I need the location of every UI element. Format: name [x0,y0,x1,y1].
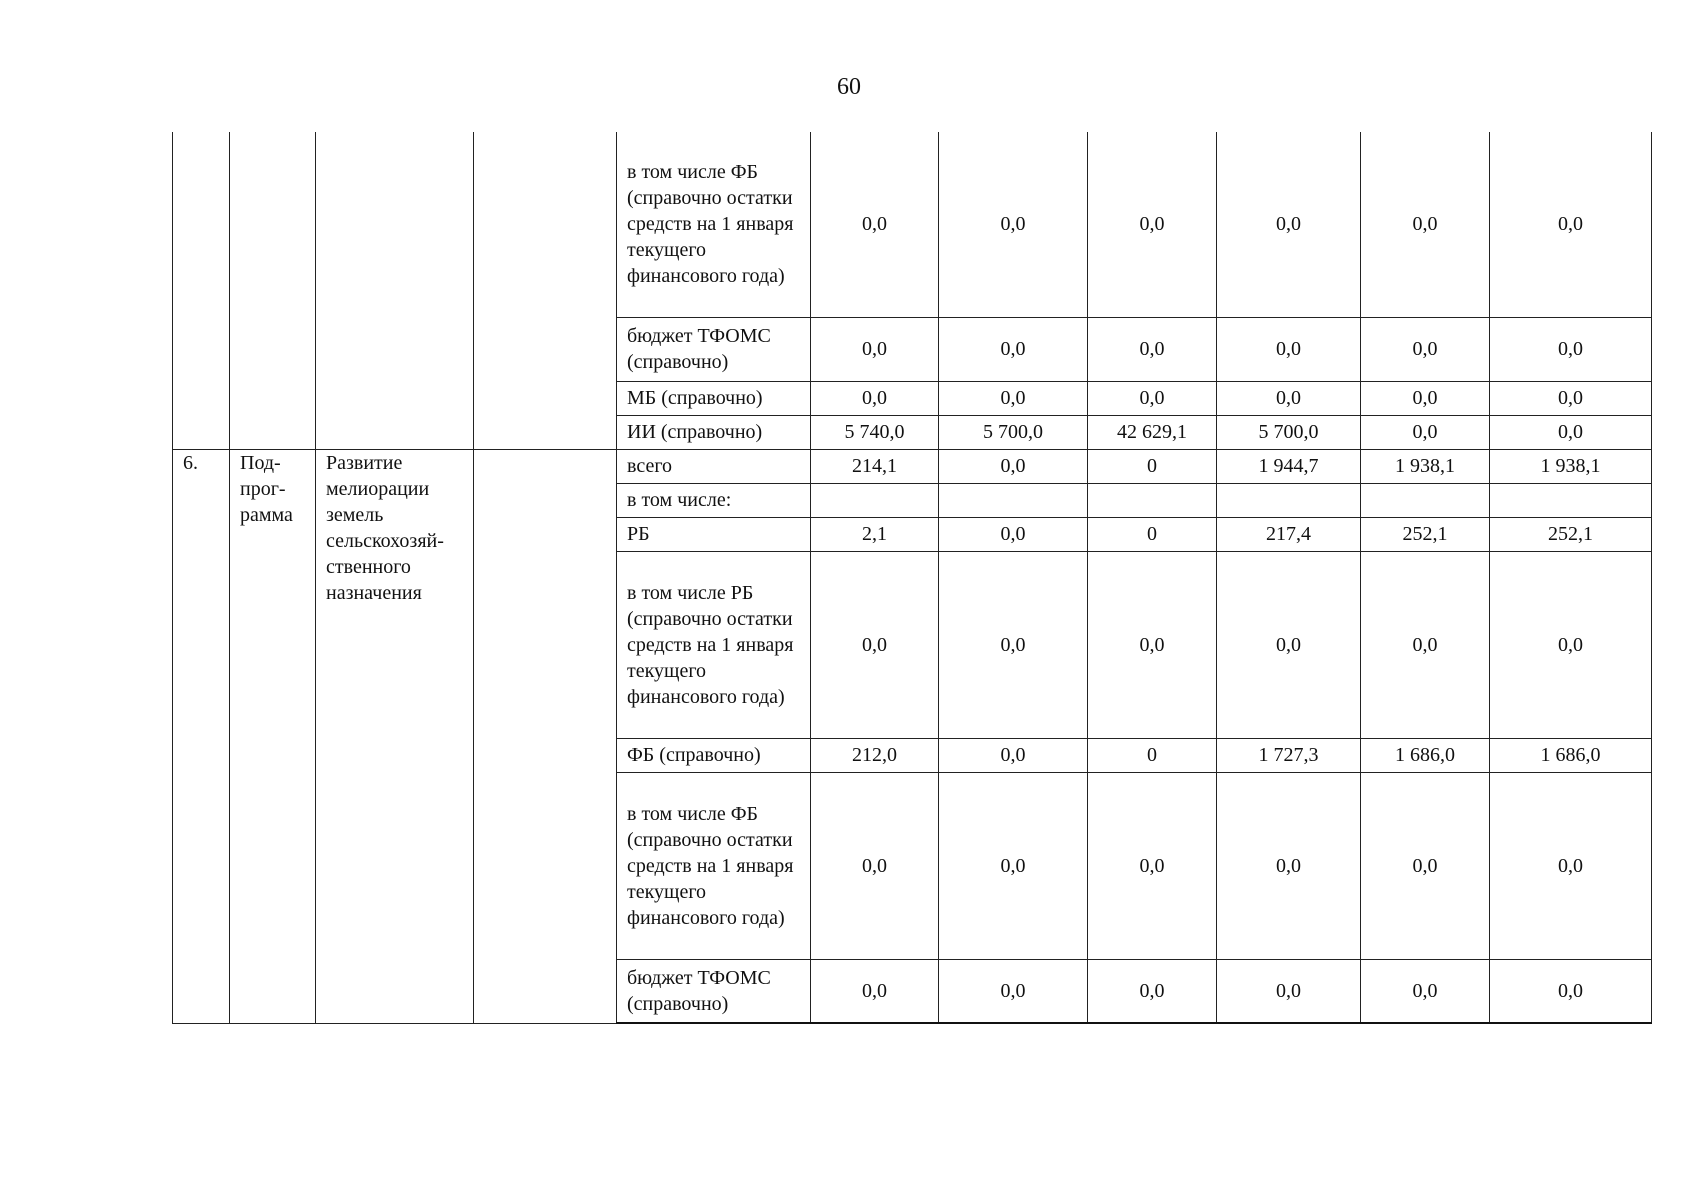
value-cell: 0,0 [939,449,1088,483]
value-cell: 0,0 [811,551,939,738]
value-cell: 0,0 [1217,132,1361,317]
value-cell: 252,1 [1361,517,1490,551]
value-cell: 0,0 [1490,132,1652,317]
source-cell: в том числе ФБ (справочно остатки средств на 1 января текущего финансового года) [617,772,811,959]
value-cell: 0,0 [1490,317,1652,381]
value-cell: 0,0 [811,381,939,415]
value-cell [1490,483,1652,517]
value-cell: 1 686,0 [1361,738,1490,772]
value-cell: 0,0 [1088,132,1217,317]
value-cell: 0,0 [939,381,1088,415]
value-cell: 0 [1088,738,1217,772]
value-cell: 214,1 [811,449,939,483]
value-cell: 0,0 [1217,317,1361,381]
value-cell: 0,0 [1088,317,1217,381]
value-cell: 0,0 [1361,132,1490,317]
value-cell: 0,0 [1217,381,1361,415]
value-cell: 0,0 [1490,415,1652,449]
prev-number-cell [173,132,230,449]
prev-kind-cell [230,132,316,449]
source-cell: МБ (справочно) [617,381,811,415]
prev-executor-cell [474,132,617,449]
table-row [173,449,1652,483]
value-cell: 0 [1088,449,1217,483]
value-cell: 0,0 [1490,381,1652,415]
section-name: Развитие мелиорации земель сельскохозяй-ственного назначения [316,449,474,1023]
source-cell: в том числе ФБ (справочно остатки средств на 1 января текущего финансового года) [617,132,811,317]
prev-name-cell [316,132,474,449]
page-number: 60 [837,74,861,100]
value-cell: 1 686,0 [1490,738,1652,772]
value-cell: 0,0 [1490,551,1652,738]
value-cell: 0,0 [1088,381,1217,415]
source-cell: бюджет ТФОМС (справочно) [617,959,811,1023]
value-cell: 0,0 [939,772,1088,959]
value-cell: 0,0 [1490,959,1652,1023]
value-cell: 0,0 [811,132,939,317]
source-cell: РБ [617,517,811,551]
value-cell: 0,0 [1088,551,1217,738]
section-kind: Под- прог- рамма [230,449,316,1023]
value-cell: 0,0 [939,551,1088,738]
value-cell: 212,0 [811,738,939,772]
source-cell: в том числе РБ (справочно остатки средств на 1 января текущего финансового года) [617,551,811,738]
source-cell: в том числе: [617,483,811,517]
value-cell: 1 727,3 [1217,738,1361,772]
value-cell: 42 629,1 [1088,415,1217,449]
value-cell: 0,0 [939,317,1088,381]
value-cell: 5 740,0 [811,415,939,449]
source-cell: ИИ (справочно) [617,415,811,449]
value-cell: 252,1 [1490,517,1652,551]
value-cell [1088,483,1217,517]
value-cell: 0,0 [1361,317,1490,381]
value-cell: 0,0 [939,738,1088,772]
value-cell: 0 [1088,517,1217,551]
value-cell: 0,0 [939,959,1088,1023]
value-cell: 0,0 [811,959,939,1023]
value-cell: 0,0 [939,517,1088,551]
value-cell [1217,483,1361,517]
value-cell: 0,0 [1088,772,1217,959]
value-cell: 0,0 [1217,772,1361,959]
value-cell: 0,0 [939,132,1088,317]
source-cell: всего [617,449,811,483]
value-cell: 5 700,0 [939,415,1088,449]
budget-table [172,132,1652,1024]
value-cell: 0,0 [1217,551,1361,738]
value-cell: 0,0 [1217,959,1361,1023]
value-cell: 0,0 [1361,772,1490,959]
section-number: 6. [173,449,230,1023]
value-cell: 0,0 [1088,959,1217,1023]
value-cell: 5 700,0 [1217,415,1361,449]
value-cell: 1 938,1 [1361,449,1490,483]
value-cell [1361,483,1490,517]
source-cell: бюджет ТФОМС (справочно) [617,317,811,381]
value-cell: 1 938,1 [1490,449,1652,483]
value-cell: 0,0 [1490,772,1652,959]
value-cell: 0,0 [811,772,939,959]
source-cell: ФБ (справочно) [617,738,811,772]
value-cell: 217,4 [1217,517,1361,551]
value-cell: 2,1 [811,517,939,551]
value-cell: 0,0 [811,317,939,381]
value-cell: 0,0 [1361,959,1490,1023]
value-cell [939,483,1088,517]
value-cell: 1 944,7 [1217,449,1361,483]
section-executor [474,449,617,1023]
table-row [173,132,1652,317]
value-cell [811,483,939,517]
value-cell: 0,0 [1361,551,1490,738]
value-cell: 0,0 [1361,415,1490,449]
value-cell: 0,0 [1361,381,1490,415]
